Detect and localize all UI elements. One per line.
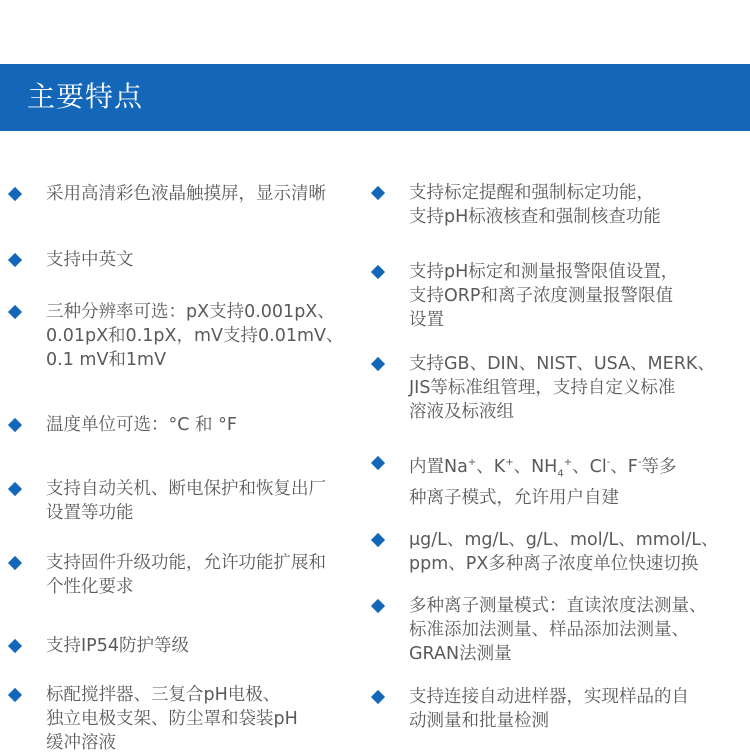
ion-text: 、F bbox=[610, 456, 638, 477]
ion-charge: + bbox=[467, 457, 477, 468]
feature-line: 设置 bbox=[409, 310, 444, 330]
feature-line: 种离子模式，允许用户自建 bbox=[409, 488, 619, 509]
feature-text bbox=[409, 451, 677, 510]
feature-line: 支持连接自动进样器，实现样品的自 bbox=[409, 687, 689, 707]
ion-text: 内置Na bbox=[409, 456, 468, 477]
diamond-bullet-icon bbox=[371, 456, 385, 470]
diamond-bullet-icon bbox=[371, 690, 385, 704]
ion-text: 等多 bbox=[641, 456, 677, 477]
feature-line: ppm、PX多种离子浓度单位快速切换 bbox=[409, 554, 699, 574]
ion-text: 、K bbox=[476, 456, 506, 477]
feature-line: 支持GB、DIN、NIST、USA、MERK、 bbox=[409, 354, 715, 374]
feature-line: 支持标定提醒和强制标定功能， bbox=[409, 183, 654, 203]
feature-line: 设置等功能 bbox=[46, 503, 134, 523]
feature-text bbox=[409, 528, 719, 576]
feature-line: 动测量和批量检测 bbox=[409, 711, 549, 731]
diamond-bullet-icon bbox=[8, 556, 22, 570]
diamond-bullet-icon bbox=[371, 357, 385, 371]
feature-text bbox=[409, 352, 715, 424]
feature-line: 标配搅拌器、三复合pH电极、 bbox=[46, 685, 281, 705]
feature-line: 支持固件升级功能，允许功能扩展和 bbox=[46, 553, 326, 573]
ion-text: 、Cl bbox=[572, 456, 607, 477]
diamond-bullet-icon bbox=[8, 418, 22, 432]
feature-line: 支持IP54防护等级 bbox=[46, 636, 189, 656]
diamond-bullet-icon bbox=[8, 305, 22, 319]
feature-line: 0.01pX和0.1pX，mV支持0.01mV、 bbox=[46, 326, 344, 346]
feature-line: 支持中英文 bbox=[46, 250, 134, 270]
feature-line: 个性化要求 bbox=[46, 577, 134, 597]
feature-line: 支持pH标液核查和强制核查功能 bbox=[409, 207, 661, 227]
ion-charge: + bbox=[563, 457, 573, 468]
ion-subscript: 4 bbox=[557, 468, 564, 480]
feature-line: 缓冲溶液 bbox=[46, 733, 116, 753]
feature-line: 采用高清彩色液晶触摸屏，显示清晰 bbox=[46, 184, 326, 204]
diamond-bullet-icon bbox=[371, 533, 385, 547]
feature-line: 支持pH标定和测量报警限值设置， bbox=[409, 262, 679, 282]
feature-text bbox=[46, 551, 326, 599]
feature-text bbox=[46, 300, 344, 372]
section-header-banner bbox=[0, 64, 750, 131]
feature-line: GRAN法测量 bbox=[409, 644, 512, 664]
ion-charge: - bbox=[637, 457, 642, 468]
ion-text: 、NH bbox=[513, 456, 558, 477]
feature-text bbox=[46, 413, 237, 437]
feature-text bbox=[409, 594, 707, 666]
feature-text bbox=[46, 248, 134, 272]
feature-line: 温度单位可选：°C 和 °F bbox=[46, 415, 237, 435]
feature-line: 标准添加法测量、样品添加法测量、 bbox=[409, 620, 689, 640]
feature-line: JIS等标准组管理，支持自定义标准 bbox=[409, 378, 676, 398]
feature-text bbox=[46, 477, 326, 525]
diamond-bullet-icon bbox=[371, 599, 385, 613]
section-title: 主要特点 bbox=[27, 80, 144, 113]
feature-line: μg/L、mg/L、g/L、mol/L、mmol/L、 bbox=[409, 530, 719, 550]
diamond-bullet-icon bbox=[371, 265, 385, 279]
feature-line: 支持自动关机、断电保护和恢复出厂 bbox=[46, 479, 326, 499]
feature-text bbox=[409, 260, 678, 332]
feature-text bbox=[46, 634, 189, 658]
feature-line: 三种分辨率可选：pX支持0.001pX、 bbox=[46, 302, 335, 322]
ion-charge: + bbox=[505, 457, 514, 468]
ion-charge: - bbox=[606, 457, 611, 468]
feature-text bbox=[409, 685, 689, 733]
feature-line: 多种离子测量模式：直读浓度法测量、 bbox=[409, 596, 707, 616]
feature-line: 独立电极支架、防尘罩和袋装pH bbox=[46, 709, 298, 729]
diamond-bullet-icon bbox=[8, 253, 22, 267]
feature-line: 支持ORP和离子浓度测量报警限值 bbox=[409, 286, 673, 306]
feature-text bbox=[46, 683, 298, 755]
diamond-bullet-icon bbox=[8, 187, 22, 201]
diamond-bullet-icon bbox=[8, 482, 22, 496]
feature-line: 溶液及标液组 bbox=[409, 402, 514, 422]
diamond-bullet-icon bbox=[8, 688, 22, 702]
feature-text bbox=[46, 182, 326, 206]
diamond-bullet-icon bbox=[371, 186, 385, 200]
ion-list-line bbox=[409, 451, 677, 486]
diamond-bullet-icon bbox=[8, 639, 22, 653]
feature-line: 0.1 mV和1mV bbox=[46, 350, 167, 370]
feature-text bbox=[409, 181, 661, 229]
